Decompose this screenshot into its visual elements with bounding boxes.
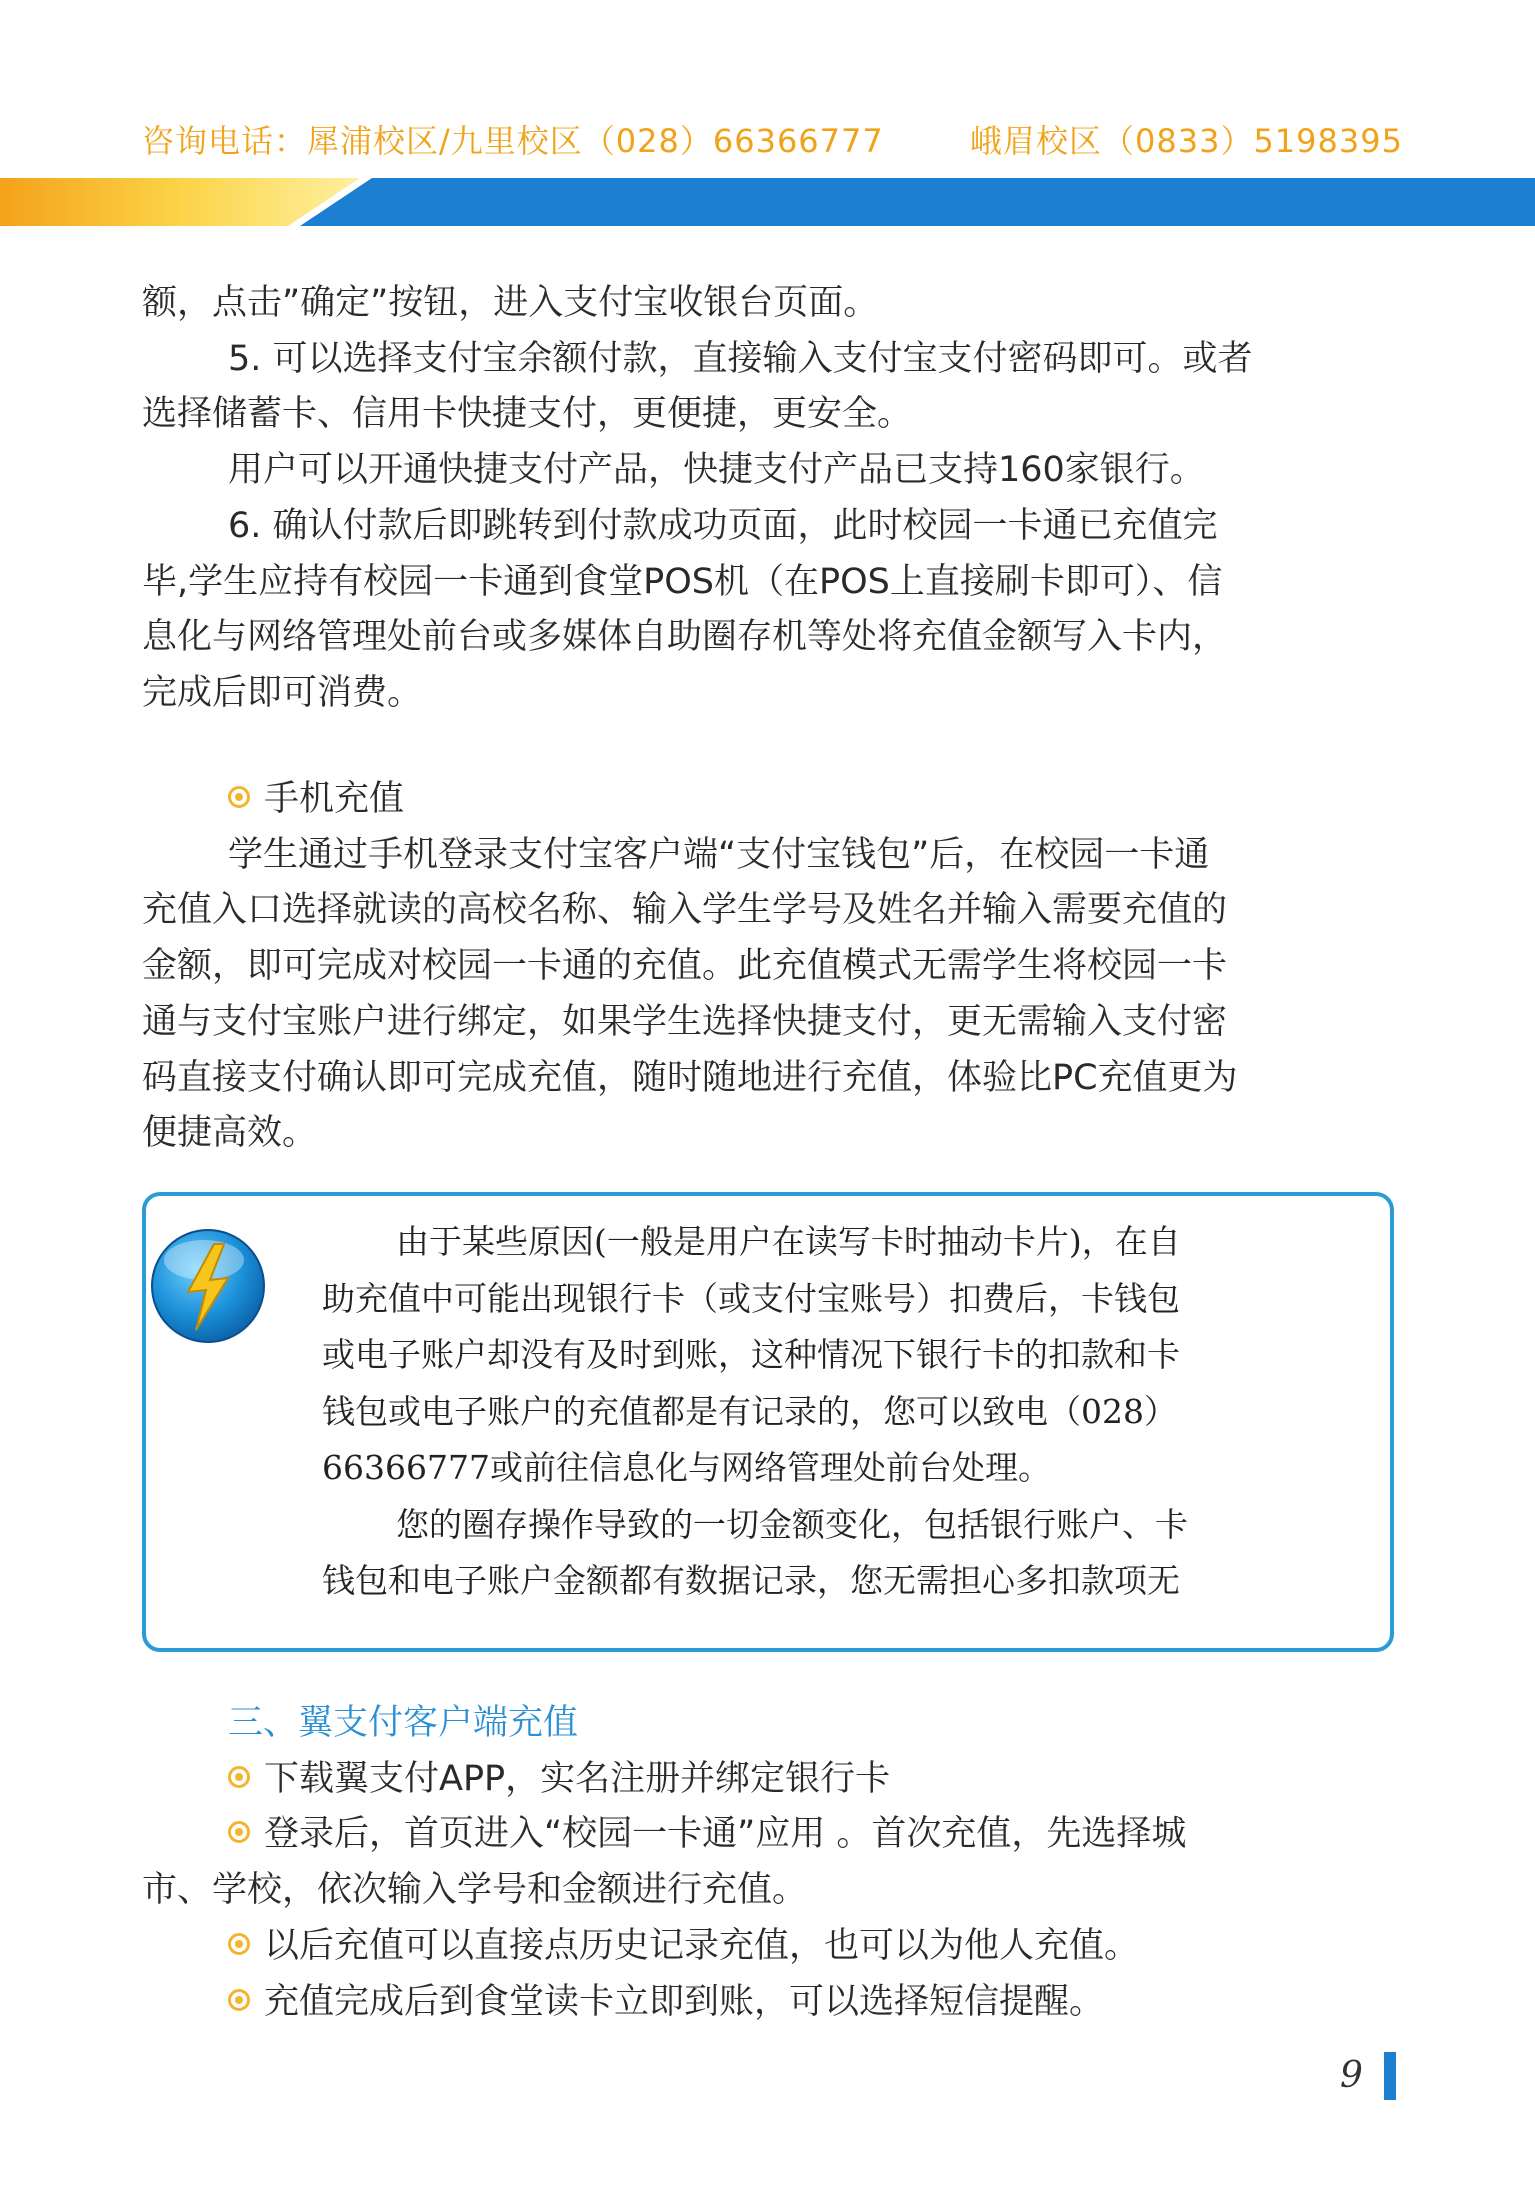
list-item-text: 登录后，首页进入“校园一卡通”应用 。首次充值，先选择城 (264, 1814, 1187, 1855)
notice-line: 66366777或前往信息化与网络管理处前台处理。 (322, 1448, 1051, 1487)
bullet-icon (228, 786, 250, 808)
text-line: 学生通过手机登录支付宝客户端“支付宝钱包”后，在校园一卡通 (228, 834, 1210, 875)
lightning-icon (148, 1226, 268, 1346)
contact-phone-left: 咨询电话：犀浦校区/九里校区（028）66366777 (142, 122, 884, 160)
bullet-icon (228, 1821, 250, 1843)
notice-line: 由于某些原因(一般是用户在读写卡时抽动卡片)，在自 (396, 1222, 1181, 1261)
bullet-icon (228, 1766, 250, 1788)
yipay-section (142, 1696, 1394, 2030)
list-item (142, 1919, 1394, 1975)
page-header (142, 116, 1402, 162)
notice-line: 您的圈存操作导致的一切金额变化，包括银行账户、卡 (396, 1504, 1188, 1544)
text-line: 6. 确认付款后即跳转到付款成功页面，此时校园一卡通已充值完 (228, 505, 1218, 546)
text-line: 通与支付宝账户进行绑定，如果学生选择快捷支付，更无需输入支付密 (142, 1001, 1228, 1042)
bullet-icon (228, 1933, 250, 1955)
list-item-text: 以后充值可以直接点历史记录充值，也可以为他人充值。 (264, 1925, 1140, 1966)
notice-line: 钱包和电子账户金额都有数据记录，您无需担心多扣款项无 (322, 1561, 1180, 1600)
notice-line: 助充值中可能出现银行卡（或支付宝账号）扣费后，卡钱包 (322, 1278, 1180, 1318)
page-number-bar (1384, 2052, 1396, 2100)
page-number: 9 (1340, 2055, 1363, 2096)
text-line: 额，点击”确定”按钮，进入支付宝收银台页面。 (142, 283, 879, 323)
heading-text: 手机充值 (264, 779, 405, 819)
text-line: 5. 可以选择支付宝余额付款，直接输入支付宝支付密码即可。或者 (228, 338, 1253, 379)
text-line: 码直接支付确认即可完成充值，随时随地进行充值，体验比PC充值更为 (142, 1057, 1238, 1098)
notice-text (322, 1214, 1382, 1610)
text-line: 息化与网络管理处前台或多媒体自助圈存机等处将充值金额写入卡内， (142, 617, 1228, 658)
text-line: 毕,学生应持有校园一卡通到食堂POS机（在POS上直接刷卡即可）、信 (142, 561, 1223, 602)
text-line: 充值入口选择就读的高校名称、输入学生学号及姓名并输入需要充值的 (142, 890, 1228, 931)
section-heading-yipay: 三、翼支付客户端充值 (228, 1703, 579, 1743)
notice-line: 或电子账户却没有及时到账，这种情况下银行卡的扣款和卡 (322, 1335, 1180, 1374)
notice-line: 钱包或电子账户的充值都是有记录的，您可以致电（028） (322, 1391, 1177, 1431)
text-line: 选择储蓄卡、信用卡快捷支付，更便捷，更安全。 (142, 394, 913, 435)
bullet-icon (228, 1989, 250, 2011)
text-line: 完成后即可消费。 (142, 672, 423, 713)
list-item-text: 充值完成后到食堂读卡立即到账，可以选择短信提醒。 (264, 1981, 1105, 2022)
list-item-continuation: 市、学校，依次输入学号和金额进行充值。 (142, 1870, 808, 1911)
text-line: 便捷高效。 (142, 1113, 318, 1154)
text-line: 金额，即可完成对校园一卡通的充值。此充值模式无需学生将校园一卡 (142, 946, 1228, 987)
list-item (142, 1975, 1394, 2031)
notice-box (142, 1192, 1394, 1652)
section-heading-mobile (142, 772, 1394, 828)
header-stripe (0, 178, 1535, 226)
list-item (142, 1807, 1394, 1863)
top-paragraphs (142, 276, 1394, 722)
contact-phone-right: 峨眉校区（0833）5198395 (970, 122, 1403, 160)
mobile-recharge-section (142, 772, 1394, 1162)
text-line: 用户可以开通快捷支付产品，快捷支付产品已支持160家银行。 (228, 450, 1205, 491)
list-item-text: 下载翼支付APP，实名注册并绑定银行卡 (264, 1758, 891, 1799)
list-item (142, 1752, 1394, 1808)
